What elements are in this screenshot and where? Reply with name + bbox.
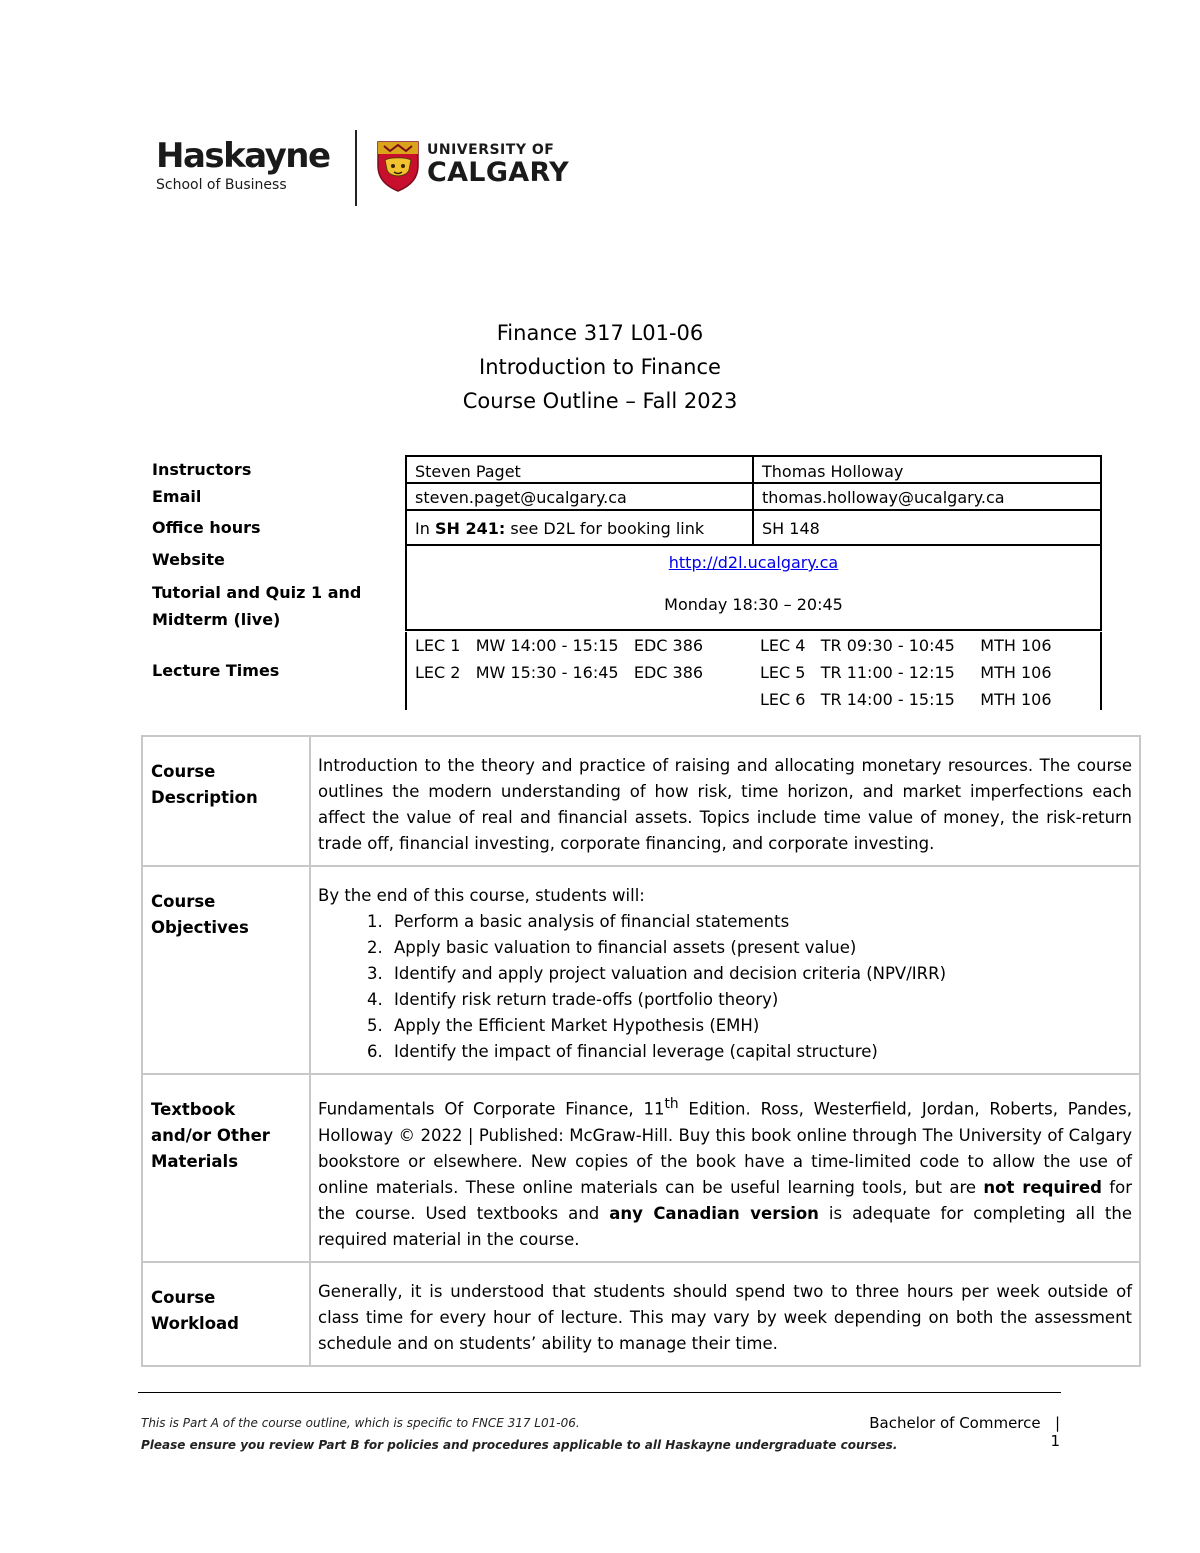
- objective-item: 5. Apply the Efficient Market Hypothesis (EMH): [388, 1013, 1132, 1039]
- textbook-part3: for the course. Used textbooks and: [318, 1177, 1132, 1223]
- textbook-label: Textbook and/or Other Materials: [142, 1074, 310, 1262]
- haskayne-wordmark: Haskayne: [156, 136, 330, 176]
- lecture-row: LEC 1 MW 14:00 - 15:15 EDC 386: [415, 636, 704, 655]
- objective-item: 2. Apply basic valuation to financial assets (present value): [388, 935, 1132, 961]
- university-wordmark-line2: CALGARY: [427, 157, 569, 188]
- lectures-right: [752, 632, 1102, 710]
- instructor1-email[interactable]: steven.paget@ucalgary.ca: [405, 482, 754, 511]
- textbook-part2: Edition. Ross, Westerfield, Jordan, Roberts, Pandes, Holloway © 2022 | Published: McGraw-Hill. Buy this book online through The University of Calgary bookstore or elsewhere. New copies of the book have a time-limited code to allow the use of online materials. These online materials can be useful learning tools, but are: [318, 1099, 1133, 1197]
- objective-item: 1. Perform a basic analysis of financial statements: [388, 909, 1132, 935]
- description-text: Introduction to the theory and practice of raising and allocating monetary resources. The course outlines the modern understanding of how risk, time horizon, and market imperfections each affect the value of real and financial assets. Topics include time value of money, the risk-return trade off, financial investing, corporate financing, and corporate investing.: [310, 736, 1140, 866]
- objectives-intro: By the end of this course, students will:: [318, 886, 645, 905]
- description-row: [142, 736, 1140, 866]
- instructor2-office-hours: SH 148: [752, 509, 1102, 546]
- workload-row: [142, 1262, 1140, 1366]
- university-wordmark-line1: UNIVERSITY OF: [427, 142, 555, 158]
- instructor1-name: Steven Paget: [405, 455, 754, 484]
- textbook-part4: is adequate for completing all the required material in the course.: [318, 1203, 1132, 1249]
- instructor1-office-hours: [405, 509, 754, 546]
- outline-term-title: Course Outline – Fall 2023: [462, 389, 738, 413]
- course-code-title: Finance 317 L01-06: [496, 321, 704, 345]
- website-link[interactable]: http://d2l.ucalgary.ca: [668, 553, 839, 572]
- textbook-text: [310, 1074, 1140, 1262]
- tutorial-label: Tutorial and Quiz 1 and Midterm (live): [152, 583, 362, 629]
- edition-superscript: th: [664, 1096, 679, 1112]
- objective-item: 6. Identify the impact of financial leverage (capital structure): [388, 1039, 1132, 1065]
- footer-part-b-note: Please ensure you review Part B for policies and procedures applicable to all Haskayne undergraduate courses.: [141, 1438, 898, 1452]
- office-suffix: see D2L for booking link: [505, 519, 705, 538]
- haskayne-subtitle: School of Business: [156, 177, 287, 193]
- lecture-row: LEC 2 MW 15:30 - 16:45 EDC 386: [415, 663, 704, 682]
- lecture-times-label: Lecture Times: [152, 661, 280, 680]
- objectives-list: [318, 909, 1132, 1065]
- office-room: SH 241:: [434, 519, 506, 538]
- workload-label: Course Workload: [142, 1262, 310, 1366]
- objective-item: 3. Identify and apply project valuation and decision criteria (NPV/IRR): [388, 961, 1132, 987]
- textbook-not-required: not required: [983, 1177, 1102, 1197]
- instructor2-name: Thomas Holloway: [752, 455, 1102, 484]
- textbook-part1: Fundamentals Of Corporate Finance, 11: [318, 1099, 665, 1119]
- footer-part-a-note: This is Part A of the course outline, which is specific to FNCE 317 L01-06.: [141, 1416, 580, 1430]
- footer-divider: [138, 1392, 1061, 1393]
- website-label: Website: [152, 550, 225, 569]
- footer-page-info: [850, 1414, 1060, 1450]
- course-details-table: [141, 735, 1141, 1367]
- description-label: Course Description: [142, 736, 310, 866]
- page-number: 1: [1050, 1432, 1060, 1450]
- workload-text: Generally, it is understood that students should spend two to three hours per week outside of class time for every hour of lecture. This may vary by week depending on both the assessment schedule and on students’ ability to manage their time.: [310, 1262, 1140, 1366]
- objectives-content: [310, 866, 1140, 1074]
- university-wordmark: [427, 142, 569, 188]
- office-hours-label: Office hours: [152, 518, 261, 537]
- course-name-title: Introduction to Finance: [479, 355, 721, 379]
- haskayne-logo: [156, 136, 330, 193]
- footer-program: Bachelor of Commerce: [869, 1414, 1041, 1432]
- instructors-label: Instructors: [152, 460, 252, 479]
- instructor2-email[interactable]: thomas.holloway@ucalgary.ca: [752, 482, 1102, 511]
- email-label: Email: [152, 487, 202, 506]
- lecture-row: LEC 4 TR 09:30 - 10:45 MTH 106: [760, 636, 1052, 655]
- office-prefix: In: [415, 519, 435, 538]
- lecture-row: LEC 5 TR 11:00 - 12:15 MTH 106: [760, 663, 1052, 682]
- footer-separator: |: [1054, 1414, 1060, 1432]
- objectives-label: Course Objectives: [142, 866, 310, 1074]
- university-crest-icon: [376, 140, 420, 192]
- lecture-row: LEC 6 TR 14:00 - 15:15 MTH 106: [760, 690, 1052, 709]
- textbook-canadian-version: any Canadian version: [609, 1203, 819, 1223]
- objective-item: 4. Identify risk return trade-offs (portfolio theory): [388, 987, 1132, 1013]
- objectives-row: [142, 866, 1140, 1074]
- website-tutorial-cell: [405, 544, 1102, 631]
- textbook-row: [142, 1074, 1140, 1262]
- tutorial-time: Monday 18:30 – 20:45: [664, 595, 843, 614]
- lectures-left: [405, 632, 754, 710]
- logo-divider: [355, 130, 357, 206]
